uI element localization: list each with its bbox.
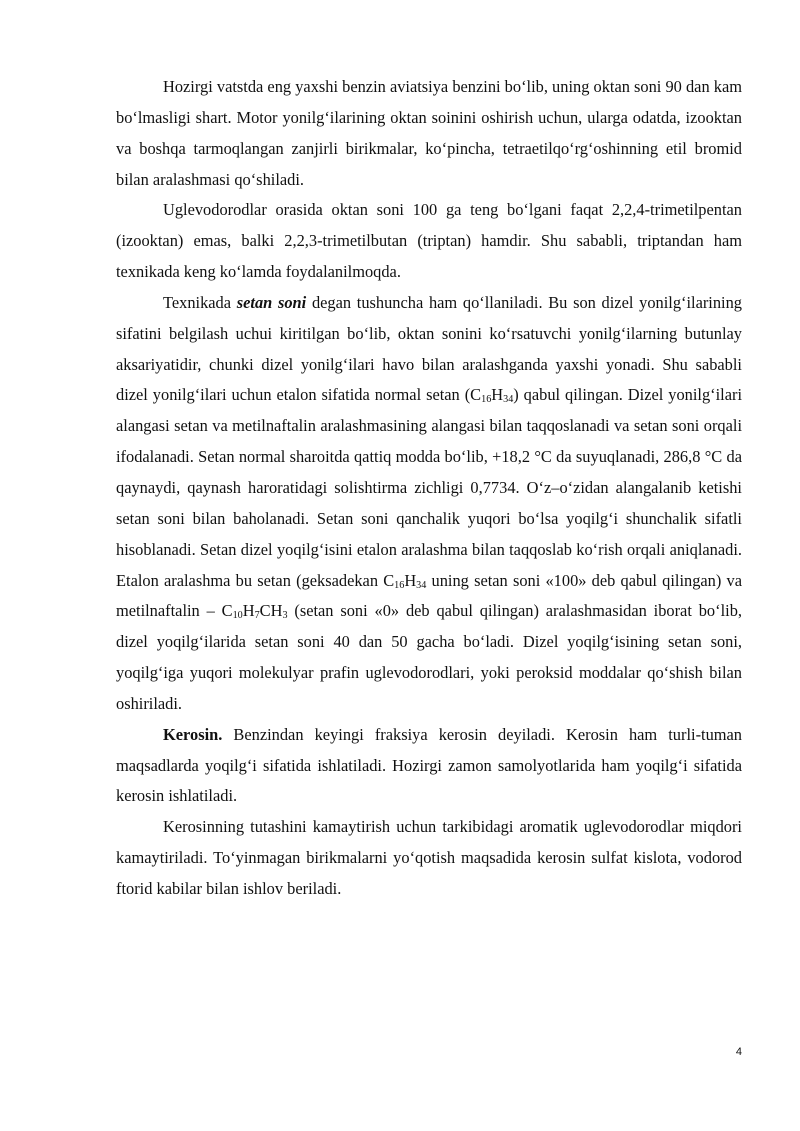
paragraph	[116, 812, 742, 905]
subscript: 34	[416, 579, 427, 591]
text-run: CH	[259, 601, 283, 621]
emphasized-term: setan soni	[236, 292, 307, 312]
subscript: 16	[481, 394, 492, 406]
document-body	[116, 72, 742, 905]
subscript: 10	[232, 610, 243, 622]
text-run: Hozirgi vatstda eng yaxshi benzin aviatsiya benzini bo‘lib, uning oktan soni 90 dan kam bo‘lmasligi shart. Motor yonilg‘ilarining oktan soinini oshirish uchun, ularga odatda, izooktan va boshqa tarmoqlangan zanjirli birikmalar, ko‘pincha, tetraetilqo‘rg‘oshinning etil bromid bilan aralashmasi qo‘shiladi.	[116, 77, 742, 189]
subscript: 3	[282, 610, 288, 622]
section-heading: Kerosin.	[163, 724, 223, 744]
subscript: 7	[254, 610, 260, 622]
text-run: Benzindan keyingi fraksiya kerosin deyiladi. Kerosin ham turli-tuman maqsadlarda yoqilg‘i sifatida ishlatiladi. Hozirgi zamon samolyotlarida ham yoqilg‘i sifatida kerosin ishlatiladi.	[116, 724, 742, 806]
text-run: ) qabul qilingan. Dizel yonilg‘ilari alangasi setan va metilnaftalin aralashmasining alangasi bilan taqqoslanadi va setan soni orqali ifodalanadi. Setan normal sharoitda qattiq modda bo‘lib, +18,2 °C da suyuqlanadi, 286,8 °C da qaynaydi, qaynash haroratidagi solishtirma zichligi 0,7734. O‘z–o‘zidan alangalanib ketishi setan soni bilan baholanadi. Setan soni qanchalik yuqori bo‘lsa yoqilg‘i shunchalik sifatli hisoblanadi. Setan dizel yoqilg‘isini etalon aralashma bilan taqqoslab ko‘rish orqali aniqlanadi. Etalon aralashma bu setan (geksadekan C	[116, 385, 742, 590]
text-run: uning setan soni «100» deb qabul qilingan) va metilnaftalin – C	[116, 570, 743, 621]
text-run: Uglevodorodlar orasida oktan soni 100 ga teng bo‘lgani faqat 2,2,4-trimetilpentan (izooktan) emas, balki 2,2,3-trimetilbutan (triptan) hamdir. Shu sababli, triptandan ham texnikada keng ko‘lamda foydalanilmoqda.	[116, 200, 742, 282]
paragraph	[116, 720, 742, 813]
page-number: 4	[735, 1046, 742, 1058]
text-run: Kerosinning tutashini kamaytirish uchun tarkibidagi aromatik uglevodorodlar miqdori kamaytiriladi. To‘yinmagan birikmalarni yo‘qotish maqsadida kerosin sulfat kislota, vodorod ftorid kabilar bilan ishlov beriladi.	[116, 817, 742, 898]
subscript: 16	[394, 579, 405, 591]
text-run: H	[242, 601, 255, 621]
text-run: (setan soni «0» deb qabul qilingan) aralashmasidan iborat bo‘lib, dizel yoqilg‘ilarida setan soni 40 dan 50 gacha bo‘ladi. Dizel yoqilg‘isining setan soni, yoqilg‘iga yuqori molekulyar prafin uglevodorodlari, yoki peroksid moddalar qo‘shish bilan oshiriladi.	[116, 601, 742, 713]
paragraph	[116, 195, 742, 288]
text-run: Texnikada	[163, 292, 237, 312]
subscript: 34	[503, 394, 514, 406]
text-run: H	[491, 385, 504, 405]
text-run: degan tushuncha ham qo‘llaniladi. Bu son dizel yonilg‘ilarining sifatini belgilash uchui kiritilgan bo‘lib, oktan sonini ko‘rsatuvchi yonilg‘ilarning butunlay aksariyatidir, chunki dizel yonilg‘ilari havo bilan aralashganda yaxshi yonadi. Shu sababli dizel yonilg‘ilari uchun etalon sifatida normal setan (C	[116, 292, 743, 405]
text-run: H	[404, 570, 417, 590]
paragraph	[116, 72, 742, 195]
paragraph	[116, 288, 742, 720]
